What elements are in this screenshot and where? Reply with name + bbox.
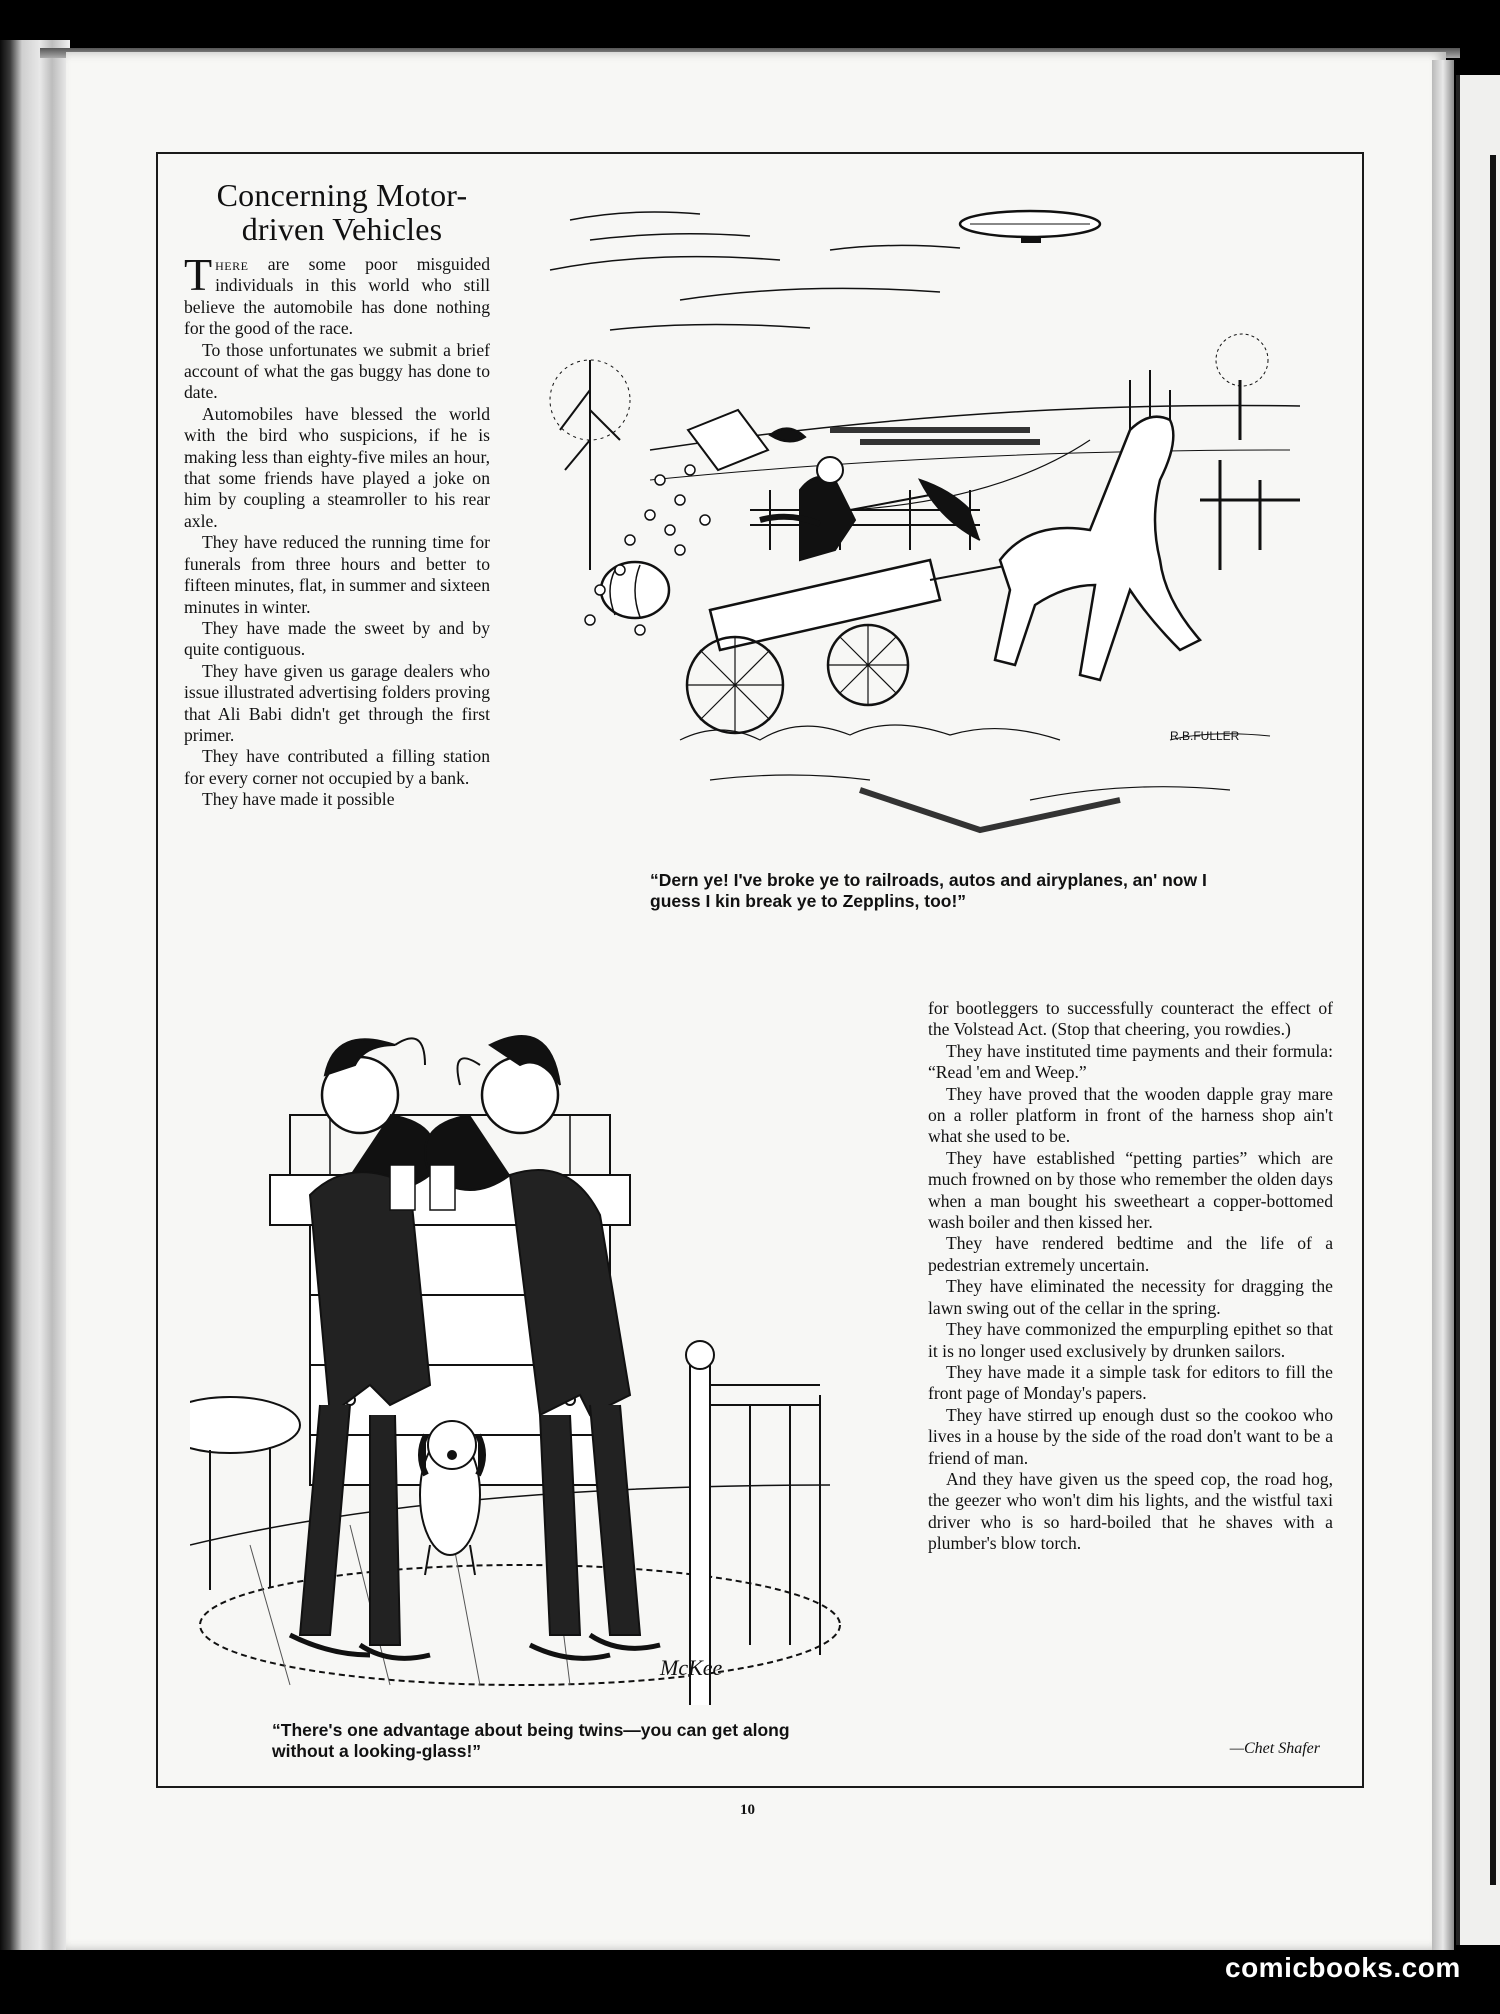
lead-text: are some poor misguided individuals in this world who still believe the automobile has done nothing for the good of the race.	[184, 254, 490, 339]
paragraph: for bootleggers to successfully counteract the effect of the Volstead Act. (Stop that cheering, you rowdies.)	[928, 998, 1333, 1040]
book-binding	[0, 40, 70, 1950]
paragraph: They have instituted time payments and their formula: “Read 'em and Weep.”	[928, 1040, 1333, 1083]
twins-cartoon	[190, 985, 880, 1705]
paragraph: They have stirred up enough dust so the cookoo who lives in a house by the side of the road don't want to be a friend of man.	[928, 1404, 1333, 1468]
lead-smallcaps: here	[215, 254, 249, 274]
left-text-column	[184, 249, 490, 811]
bottom-cartoon-caption: “There's one advantage about being twins—you can get along without a looking-glass!”	[272, 1720, 790, 1761]
paragraph: They have proved that the wooden dapple gray mare on a roller platform in front of the harness shop ain't what she used to be.	[928, 1083, 1333, 1147]
paragraph: They have made it possible	[202, 789, 395, 810]
paragraph: They have established “petting parties” which are much frowned on by those who remember the olden days when a man bought his sweetheart a copper-bottomed wash boiler and then kissed her.	[928, 1147, 1333, 1233]
site-watermark: comicbooks.com	[1225, 1952, 1461, 1983]
paragraph: And they have given us the speed cop, the road hog, the geezer who won't dim his lights, and the wistful taxi driver who is so hard-boiled that he shaves with a plumber's blow torch.	[928, 1468, 1333, 1554]
adjacent-page-edge	[1456, 75, 1500, 1945]
paragraph: They have given us garage dealers who issue illustrated advertising folders proving that Ali Babi didn't get through the first primer.	[184, 660, 490, 745]
paragraph: They have contributed a filling station for every corner not occupied by a bank.	[184, 746, 490, 788]
drop-cap: T	[184, 249, 213, 300]
paragraph: They have made the sweet by and by quite contiguous.	[184, 617, 490, 660]
horse-wagon-cartoon	[530, 180, 1310, 840]
paragraph: To those unfortunates we submit a brief account of what the gas buggy has done to date.	[184, 339, 490, 403]
paragraph: They have eliminated the necessity for dragging the lawn swing out of the cellar in the spring.	[928, 1276, 1333, 1318]
lead-paragraph	[184, 249, 490, 340]
page-number: 10	[740, 1802, 755, 1818]
article-title: Concerning Motor-driven Vehicles	[216, 177, 468, 247]
page-gutter	[1432, 60, 1454, 1950]
paragraph: Automobiles have blessed the world with the bird who suspicions, if he is making less than eighty-five miles an hour, that some friends have played a joke on him by coupling a steamroller to his rear axle.	[184, 403, 490, 531]
paragraph: They have made it a simple task for editors to fill the front page of Monday's papers.	[928, 1361, 1333, 1404]
top-artist-signature: R.B.FULLER	[1170, 729, 1240, 743]
paragraph: They have reduced the running time for funerals from three hours and better to fifteen minutes, flat, in summer and sixteen minutes in winter.	[184, 532, 490, 617]
paragraph: They have rendered bedtime and the life of a pedestrian extremely uncertain.	[928, 1233, 1333, 1275]
right-text-column	[928, 998, 1333, 1555]
top-cartoon-caption: “Dern ye! I've broke ye to railroads, autos and airyplanes, an' now I guess I kin break ye to Zepplins, too!”	[650, 870, 1207, 911]
author-signature: —Chet Shafer	[1229, 1740, 1320, 1757]
paragraph: They have commonized the empurpling epithet so that it is no longer used exclusively by drunken sailors.	[928, 1319, 1333, 1361]
bottom-artist-signature: McKee	[660, 1655, 723, 1680]
